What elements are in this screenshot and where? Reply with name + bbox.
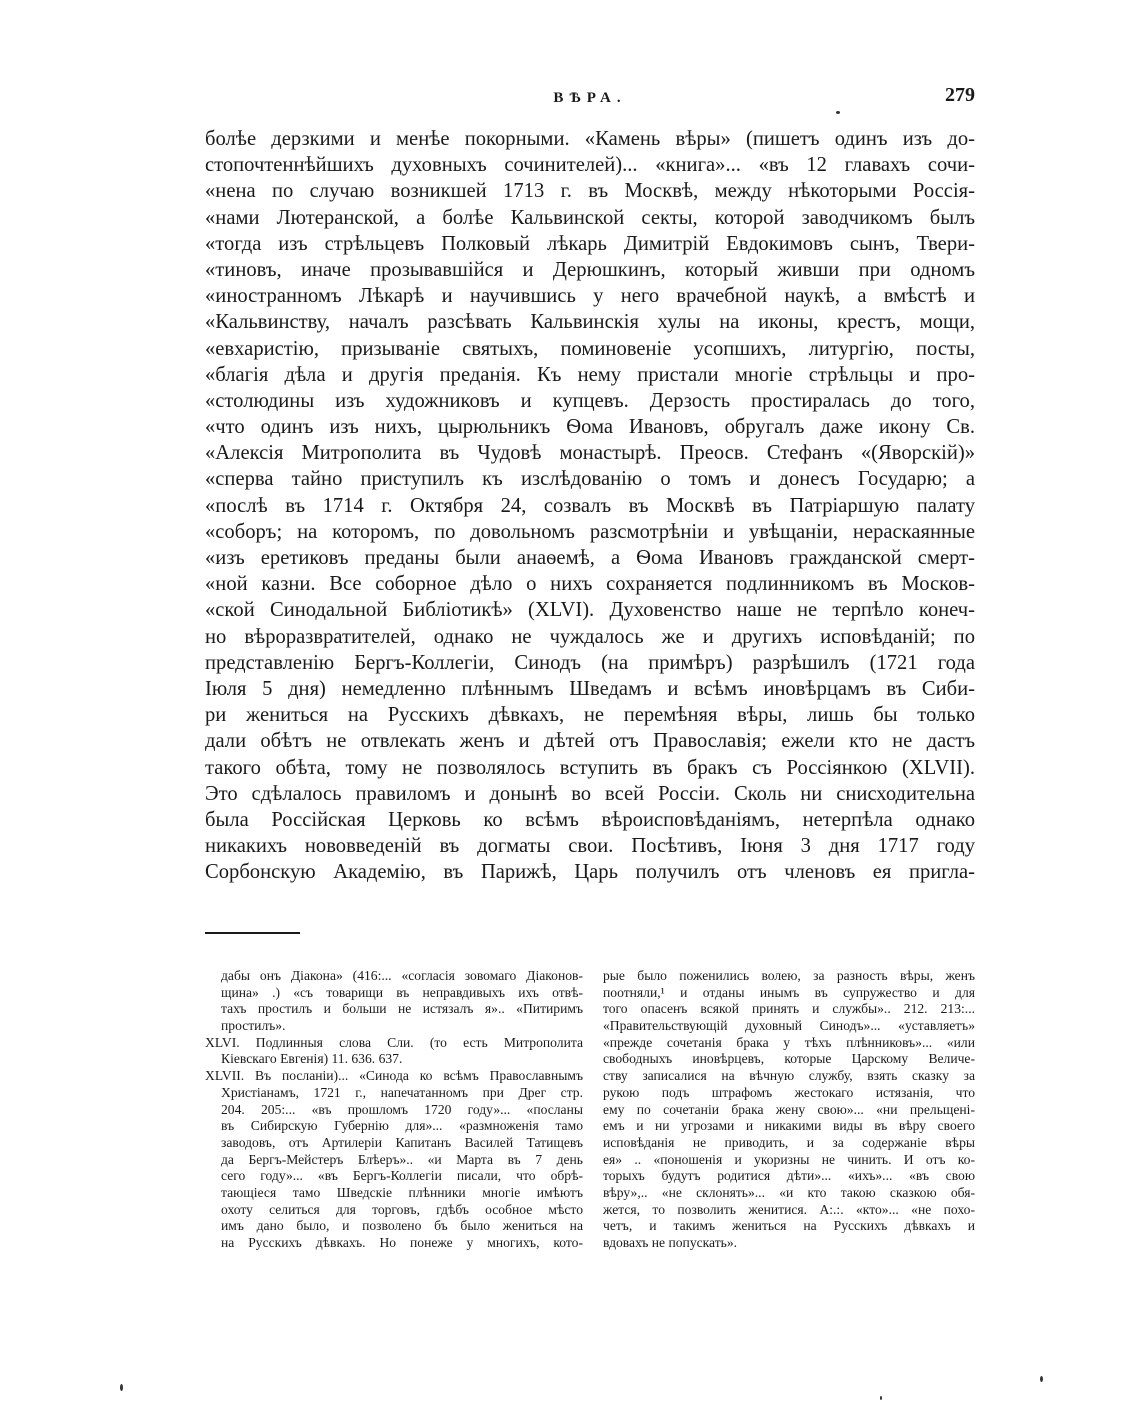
footnote-line: свободныхъ иновѣрцевъ, которые Царскому Величе- xyxy=(603,1051,975,1067)
footnote-line: имъ дано было, и позволено бъ было жениться на xyxy=(221,1218,583,1234)
footnote-line: вдовахъ не попускать». xyxy=(603,1235,738,1250)
running-title: ВѢРА. xyxy=(553,90,627,106)
footnote-line: въ Сибирскую Губернію для»... «размноженія тамо xyxy=(221,1118,583,1134)
text-line: представленію Бергъ-Коллегіи, Синодъ (на примѣръ) разрѣшилъ (1721 года xyxy=(205,651,975,674)
text-line: «послѣ въ 1714 г. Октября 24, созвалъ въ Москвѣ въ Патріаршую палату xyxy=(205,494,975,517)
text-line: «соборъ; на которомъ, по довольномъ разсмотрѣніи и увѣщаніи, нераскаянные xyxy=(205,520,975,543)
footnote-line: ему по сочетаніи брака жену свою»... «ни прельщені- xyxy=(603,1101,975,1117)
footnotes-left-column xyxy=(205,968,583,1252)
footnote-line: рукою подъ штрафомъ жестокаго истязанія, что xyxy=(603,1084,975,1100)
text-line: «нами Лютеранской, а болѣе Кальвинской секты, которой заводчикомъ былъ xyxy=(205,206,975,229)
footnote-line: охоту селиться для торговъ, гдѣбъ особное мѣсто xyxy=(221,1201,583,1217)
text-line: «Алексія Митрополита въ Чудовѣ монастырѣ. Преосв. Стефанъ «(Яворскій)» xyxy=(205,442,975,465)
footnote-line: тахъ простилъ и больши не истязалъ я».. «Питиримъ xyxy=(221,1001,583,1017)
text-line: Іюля 5 дня) немедленно плѣннымъ Шведамъ и всѣмъ иновѣрцамъ въ Сиби- xyxy=(205,677,975,700)
scan-speck xyxy=(1040,1376,1043,1382)
footnote-line: поотняли,¹ и отданы инымъ въ супружество и для xyxy=(603,984,975,1000)
footnote-line: сего году»... «въ Бергъ-Коллегіи писали, что обрѣ- xyxy=(221,1168,583,1184)
footnote-separator-rule xyxy=(205,932,300,934)
footnote-line: четъ, и такимъ жениться на Русскихъ дѣвкахъ и xyxy=(603,1218,975,1234)
footnote-line: ея» .. «поношенія и укоризны не чинить. И отъ ко- xyxy=(603,1151,975,1167)
footnote-line: заводовъ, отъ Артилеріи Капитанъ Василей Татищевъ xyxy=(221,1134,583,1150)
text-line: была Россійская Церковь ко всѣмъ вѣроисповѣданіямъ, нетерпѣла однако xyxy=(205,808,975,831)
footnotes-right-column xyxy=(603,968,975,1252)
footnote-line: «Правительствующій духовный Синодъ»... «уставляетъ» xyxy=(603,1018,975,1034)
text-line: «ской Синодальной Библіотикѣ» (XLVI). Духовенство наше не терпѣло конеч- xyxy=(205,599,975,622)
footnote-line: Христіанамъ, 1721 г., напечатанномъ при Дрег стр. xyxy=(221,1084,583,1100)
text-line: «что одинъ изъ нихъ, цырюльникъ Ѳома Ивановъ, обругалъ даже икону Св. xyxy=(205,416,975,439)
text-line: никакихъ нововведеній въ догматы свои. Посѣтивъ, Іюня 3 дня 1717 году xyxy=(205,835,975,858)
footnote-line: XLVI. Подлинныя слова Сли. (то есть Митрополита xyxy=(205,1034,583,1050)
footnote-line: рые было поженились волею, за разность вѣры, женъ xyxy=(603,968,975,983)
scan-speck xyxy=(880,1396,882,1400)
scan-speck xyxy=(836,111,840,114)
text-line: «благія дѣла и другія преданія. Къ нему пристали многіе стрѣльцы и про- xyxy=(205,363,975,386)
footnote-line: ству записалися на вѣчную службу, взять сказку за xyxy=(603,1068,975,1084)
text-line: ри жениться на Русскихъ дѣвкахъ, не перемѣняя вѣры, лишь бы только xyxy=(205,704,975,727)
running-head xyxy=(205,84,975,114)
footnote-line: вѣру»,.. «не склонять»... «и кто такою сказкою обя- xyxy=(603,1184,975,1200)
footnote-line: «прежде сочетанія брака у тѣхъ плѣнниковъ»... «или xyxy=(603,1034,975,1050)
text-line: «столюдины изъ художниковъ и купцевъ. Дерзость простиралась до того, xyxy=(205,389,975,412)
text-line: «ной казни. Все соборное дѣло о нихъ сохраняется подлинникомъ въ Москов- xyxy=(205,573,975,596)
footnote-line: торыхъ будутъ родитися дѣти»... «ихъ»... «въ свою xyxy=(603,1168,975,1184)
text-line: дали обѣтъ не отвлекать женъ и дѣтей отъ Православія; ежели кто не дастъ xyxy=(205,730,975,753)
text-line: «сперва тайно приступилъ къ изслѣдованію о томъ и донесъ Государю; а xyxy=(205,468,975,491)
text-line: «иностранномъ Лѣкарѣ и научившись у него врачебной наукѣ, а вмѣстѣ и xyxy=(205,285,975,308)
text-line: такого обѣта, тому не позволялось вступить въ бракъ съ Россіянкою (XLVII). xyxy=(205,756,975,779)
text-line: «Кальвинству, началъ разсѣвать Кальвинскія хулы на иконы, крестъ, мощи, xyxy=(205,311,975,334)
text-line: но вѣроразвратителей, однако не чуждалось же и другихъ исповѣданій; по xyxy=(205,625,975,648)
footnote-line: 204. 205:... «въ прошломъ 1720 году»... «посланы xyxy=(221,1101,583,1117)
footnote-line: да Бергъ-Мейстеръ Блѣеръ».. «и Марта въ 7 день xyxy=(221,1151,583,1167)
text-line: «изъ еретиковъ преданы были анаѳемѣ, а Ѳома Ивановъ гражданской смерт- xyxy=(205,547,975,569)
footnote-line: исповѣданія не приводить, и за содержаніе вѣры xyxy=(603,1134,975,1150)
text-line: Это сдѣлалось правиломъ и донынѣ во всей Россіи. Сколь ни снисходительна xyxy=(205,782,975,805)
text-line: «нена по случаю возникшей 1713 г. въ Москвѣ, между нѣкоторыми Россія- xyxy=(205,180,975,203)
text-line: Сорбонскую Академію, въ Парижѣ, Царь получилъ отъ членовъ ея пригла- xyxy=(205,861,975,884)
scan-speck xyxy=(120,1384,123,1391)
text-line: болѣе дерзкими и менѣе покорными. «Камень вѣры» (пишетъ одинъ изъ до- xyxy=(205,128,975,150)
page-number: 279 xyxy=(945,84,975,106)
text-line: «евхаристію, призываніе святыхъ, поминовеніе усопшихъ, литургію, посты, xyxy=(205,337,975,360)
text-line: «тогда изъ стрѣльцевъ Полковый лѣкарь Димитрій Евдокимовъ сынъ, Твери- xyxy=(205,232,975,255)
footnote-line: простилъ». xyxy=(221,1018,286,1034)
footnote-line: щина» .) «съ товарищи въ неправдивыхъ ихъ отвѣ- xyxy=(221,984,583,1000)
footnote-line: XLVII. Въ посланіи)... «Синода ко всѣмъ Православнымъ xyxy=(205,1068,583,1084)
text-line: «тиновъ, иначе прозывавшійся и Дерюшкинъ, который живши при одномъ xyxy=(205,258,975,281)
main-text-block xyxy=(205,126,975,885)
footnote-line: тающіеся тамо Шведскіе плѣнники многіе имѣютъ xyxy=(221,1184,583,1200)
footnote-line: того опасенъ всякой принять и службы».. 212. 213:... xyxy=(603,1001,975,1017)
footnote-line: жется, то позволить женитися. А:.:. «кто»... «не похо- xyxy=(603,1201,975,1217)
footnote-line: емъ и ни угрозами и никакими виды въ вѣру своего xyxy=(603,1118,975,1134)
footnote-line: Кіевскаго Евгенія) 11. 636. 637. xyxy=(221,1051,403,1067)
footnote-line: на Русскихъ дѣвкахъ. Но понеже у многихъ, кото- xyxy=(221,1235,583,1250)
footnote-line: дабы онъ Діакона» (416:... «согласія зовомаго Діаконов- xyxy=(221,968,583,983)
text-line: стопочтеннѣйшихъ духовныхъ сочинителей)... «книга»... «въ 12 главахъ сочи- xyxy=(205,154,975,177)
